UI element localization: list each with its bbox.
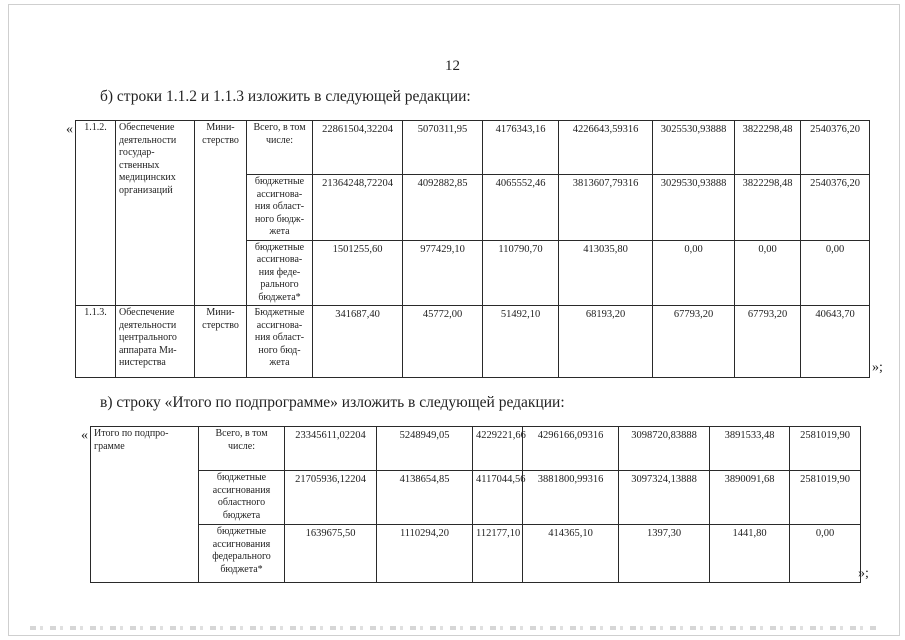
row-executor: Мини-стерство [195, 121, 247, 306]
value-cell: 414365,10 [523, 525, 619, 583]
sub-label: Всего, в том числе: [199, 427, 285, 471]
total-name: Итого по подпро-грамме [91, 427, 199, 583]
page-number: 12 [445, 58, 460, 74]
value-cell: 1110294,20 [377, 525, 473, 583]
row-name: Обеспечение деятельности государ-ственных медицинских организаций [116, 121, 195, 306]
instruction-c: в) строку «Итого по подпрограмме» изложить в следующей редакции: [100, 394, 565, 411]
sub-label: бюджетные ассигнования федерального бюджета* [199, 525, 285, 583]
value-cell: 1501255,60 [313, 240, 403, 306]
close-quote-b: »; [872, 360, 883, 375]
value-cell: 22861504,32204 [313, 121, 403, 175]
value-cell: 2581019,90 [790, 427, 861, 471]
value-cell: 3881800,99316 [523, 471, 619, 525]
value-cell: 2581019,90 [790, 471, 861, 525]
value-cell: 4229221,66 [473, 427, 523, 471]
value-cell: 45772,00 [403, 306, 483, 378]
row-code: 1.1.2. [76, 121, 116, 306]
value-cell: 413035,80 [559, 240, 653, 306]
value-cell: 4226643,59316 [559, 121, 653, 175]
value-cell: 3891533,48 [710, 427, 790, 471]
open-quote-c: « [81, 428, 88, 443]
row-name: Обеспечение деятельности центрального аппарата Ми-нистерства [116, 306, 195, 378]
value-cell: 3098720,83888 [619, 427, 710, 471]
open-quote-b: « [66, 122, 73, 137]
value-cell: 1639675,50 [285, 525, 377, 583]
value-cell: 3029530,93888 [653, 175, 735, 241]
sub-label: бюджетные ассигнования областного бюджета [199, 471, 285, 525]
sub-label: Всего, в том числе: [247, 121, 313, 175]
value-cell: 0,00 [801, 240, 870, 306]
table-row [91, 525, 861, 583]
sub-label: Бюджетные ассигнова-ния област-ного бюд-жета [247, 306, 313, 378]
sub-label: бюджетные ассигнова-ния феде-рального бюджета* [247, 240, 313, 306]
value-cell: 4296166,09316 [523, 427, 619, 471]
value-cell: 23345611,02204 [285, 427, 377, 471]
scan-noise-strip [30, 626, 880, 630]
instruction-b: б) строки 1.1.2 и 1.1.3 изложить в следующей редакции: [100, 88, 471, 105]
value-cell: 0,00 [653, 240, 735, 306]
value-cell: 5070311,95 [403, 121, 483, 175]
value-cell: 4092882,85 [403, 175, 483, 241]
value-cell: 110790,70 [483, 240, 559, 306]
value-cell: 4138654,85 [377, 471, 473, 525]
table-row [76, 306, 870, 378]
value-cell: 3813607,79316 [559, 175, 653, 241]
value-cell: 3822298,48 [735, 175, 801, 241]
value-cell: 5248949,05 [377, 427, 473, 471]
value-cell: 3822298,48 [735, 121, 801, 175]
value-cell: 4117044,56 [473, 471, 523, 525]
value-cell: 0,00 [790, 525, 861, 583]
value-cell: 112177,10 [473, 525, 523, 583]
table-row [91, 471, 861, 525]
value-cell: 68193,20 [559, 306, 653, 378]
value-cell: 0,00 [735, 240, 801, 306]
value-cell: 21364248,72204 [313, 175, 403, 241]
value-cell: 2540376,20 [801, 121, 870, 175]
table-row [91, 427, 861, 471]
value-cell: 40643,70 [801, 306, 870, 378]
value-cell: 67793,20 [653, 306, 735, 378]
value-cell: 51492,10 [483, 306, 559, 378]
table-row [76, 121, 870, 175]
value-cell: 3890091,68 [710, 471, 790, 525]
row-code: 1.1.3. [76, 306, 116, 378]
value-cell: 3097324,13888 [619, 471, 710, 525]
value-cell: 977429,10 [403, 240, 483, 306]
value-cell: 1441,80 [710, 525, 790, 583]
table-b [75, 120, 870, 378]
value-cell: 21705936,12204 [285, 471, 377, 525]
value-cell: 2540376,20 [801, 175, 870, 241]
value-cell: 341687,40 [313, 306, 403, 378]
value-cell: 3025530,93888 [653, 121, 735, 175]
row-executor: Мини-стерство [195, 306, 247, 378]
table-c [90, 426, 861, 583]
close-quote-c: »; [858, 566, 869, 581]
sub-label: бюджетные ассигнова-ния област-ного бюдж-жета [247, 175, 313, 241]
value-cell: 4176343,16 [483, 121, 559, 175]
value-cell: 67793,20 [735, 306, 801, 378]
value-cell: 4065552,46 [483, 175, 559, 241]
value-cell: 1397,30 [619, 525, 710, 583]
